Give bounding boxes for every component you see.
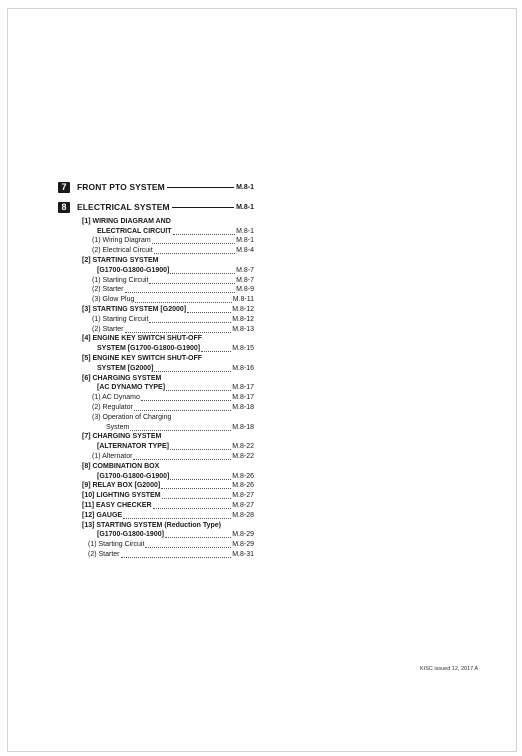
toc-entry-title: [G1700-G1800-G1900] bbox=[97, 472, 170, 480]
toc-page-ref: M.8-1 bbox=[236, 237, 254, 245]
toc-entry[interactable] bbox=[82, 392, 254, 402]
toc-entry[interactable] bbox=[82, 265, 254, 275]
toc-entry-title: [10] LIGHTING SYSTEM bbox=[82, 492, 161, 500]
toc-page-ref: M.8-7 bbox=[236, 276, 254, 284]
toc-entry[interactable] bbox=[82, 343, 254, 353]
toc-entry[interactable] bbox=[82, 412, 254, 422]
toc-entry[interactable] bbox=[82, 324, 254, 334]
toc-page-ref: M.8-18 bbox=[232, 403, 254, 411]
dot-leader bbox=[170, 273, 235, 274]
toc-entry-title: [7] CHARGING SYSTEM bbox=[82, 433, 162, 441]
toc-entry[interactable] bbox=[82, 353, 254, 363]
toc-entry-title: SYSTEM [G2000] bbox=[97, 364, 154, 372]
toc-entry-title: [12] GAUGE bbox=[82, 511, 123, 519]
toc-entry[interactable] bbox=[82, 490, 254, 500]
dot-leader bbox=[170, 449, 231, 450]
toc-entry-title: [G1700-G1800-1900] bbox=[97, 531, 164, 539]
toc-entry-title: (1) AC Dynamo bbox=[92, 394, 140, 402]
toc-entry-title: [13] STARTING SYSTEM (Reduction Type) bbox=[82, 521, 221, 529]
toc-entry[interactable] bbox=[82, 383, 254, 393]
section-title: FRONT PTO SYSTEM bbox=[77, 182, 165, 192]
toc-entry[interactable] bbox=[82, 549, 254, 559]
toc-page-ref: M.8-17 bbox=[232, 394, 254, 402]
dot-leader bbox=[201, 351, 231, 352]
toc-page-ref: M.8-29 bbox=[232, 531, 254, 539]
toc-page-ref: M.8-1 bbox=[236, 227, 254, 235]
dot-leader bbox=[149, 283, 235, 284]
toc-entry[interactable] bbox=[82, 236, 254, 246]
toc-entry-title: (2) Starter bbox=[88, 550, 120, 558]
toc-entry-title: (1) Starting Circuit bbox=[92, 315, 149, 323]
toc-entry[interactable] bbox=[82, 314, 254, 324]
toc-entry[interactable] bbox=[82, 500, 254, 510]
toc-entry[interactable] bbox=[82, 471, 254, 481]
toc-entry-title: [AC DYNAMO TYPE] bbox=[97, 384, 166, 392]
toc-page-ref: M.8-22 bbox=[232, 452, 254, 460]
toc-entry-title: [11] EASY CHECKER bbox=[82, 501, 152, 509]
toc-entry[interactable] bbox=[82, 441, 254, 451]
dot-leader bbox=[154, 371, 231, 372]
toc-page-ref: M.8-9 bbox=[236, 286, 254, 294]
toc-page-ref: M.8-7 bbox=[236, 266, 254, 274]
toc-page-ref: M.8-12 bbox=[232, 315, 254, 323]
toc-entry[interactable] bbox=[82, 334, 254, 344]
toc-entry[interactable] bbox=[82, 402, 254, 412]
toc-entry[interactable] bbox=[82, 275, 254, 285]
toc-entry-title: [5] ENGINE KEY SWITCH SHUT-OFF bbox=[82, 354, 203, 362]
section-8-entry[interactable] bbox=[58, 201, 254, 213]
toc-entry-title: (2) Electrical Circuit bbox=[92, 247, 153, 255]
toc-entry-title: (1) Alternator bbox=[92, 452, 133, 460]
toc-page-ref: M.8-26 bbox=[232, 482, 254, 490]
dot-leader bbox=[145, 547, 231, 548]
toc-page-ref: M.8-22 bbox=[232, 443, 254, 451]
toc-entry[interactable] bbox=[82, 461, 254, 471]
dot-leader bbox=[141, 400, 231, 401]
leader-line bbox=[167, 187, 234, 188]
dot-leader bbox=[121, 557, 232, 558]
toc-entry-title: [6] CHARGING SYSTEM bbox=[82, 374, 162, 382]
toc-page-ref: M.8-4 bbox=[236, 247, 254, 255]
toc-entry-title: (3) Glow Plug bbox=[92, 296, 135, 304]
dot-leader bbox=[153, 508, 232, 509]
toc-entry-title: [ALTERNATOR TYPE] bbox=[97, 443, 169, 451]
toc-page-ref: M.8-11 bbox=[232, 296, 254, 304]
section-number-badge: 7 bbox=[58, 182, 70, 193]
toc-page-ref: M.8-29 bbox=[232, 541, 254, 549]
toc-entry[interactable] bbox=[82, 255, 254, 265]
toc-page-ref: M.8-31 bbox=[232, 550, 254, 558]
toc-entry-title: System bbox=[106, 423, 130, 431]
toc-entry-title: (2) Starter bbox=[92, 286, 124, 294]
toc-entry[interactable] bbox=[82, 304, 254, 314]
toc-entry-title: [1] WIRING DIAGRAM AND bbox=[82, 217, 171, 225]
dot-leader bbox=[161, 488, 231, 489]
toc-entry[interactable] bbox=[82, 530, 254, 540]
toc-entry[interactable] bbox=[82, 510, 254, 520]
dot-leader bbox=[152, 243, 235, 244]
dot-leader bbox=[133, 459, 231, 460]
toc-page-ref: M.8-17 bbox=[232, 384, 254, 392]
toc-entry[interactable] bbox=[82, 422, 254, 432]
dot-leader bbox=[170, 479, 231, 480]
toc-entry[interactable] bbox=[82, 539, 254, 549]
toc-page-ref: M.8-26 bbox=[232, 472, 254, 480]
section-title: ELECTRICAL SYSTEM bbox=[77, 202, 170, 212]
toc-entry-title: SYSTEM [G1700-G1800-G1900] bbox=[97, 345, 201, 353]
toc-entry-title: (1) Starting Circuit bbox=[88, 541, 145, 549]
toc-page-ref: M.8-28 bbox=[232, 511, 254, 519]
toc-entry[interactable] bbox=[82, 451, 254, 461]
toc-entry-title: (1) Wiring Diagram bbox=[92, 237, 151, 245]
toc-entry-title: (2) Starter bbox=[92, 325, 124, 333]
dot-leader bbox=[166, 390, 231, 391]
dot-leader bbox=[134, 410, 231, 411]
section-page-ref: M.8-1 bbox=[236, 203, 254, 211]
toc-entry-title: [G1700-G1800-G1900] bbox=[97, 266, 170, 274]
toc-entry-title: (2) Regulator bbox=[92, 403, 133, 411]
toc-entry[interactable] bbox=[82, 481, 254, 491]
toc-entry-title: ELECTRICAL CIRCUIT bbox=[97, 227, 172, 235]
dot-leader bbox=[123, 518, 231, 519]
dot-leader bbox=[149, 322, 231, 323]
toc-entry[interactable] bbox=[82, 226, 254, 236]
toc-page-ref: M.8-13 bbox=[232, 325, 254, 333]
dot-leader bbox=[125, 332, 232, 333]
toc-entry[interactable] bbox=[82, 294, 254, 304]
toc-entry[interactable] bbox=[82, 285, 254, 295]
section-7-entry[interactable] bbox=[58, 181, 254, 193]
dot-leader bbox=[125, 292, 236, 293]
section-page-ref: M.8-1 bbox=[236, 183, 254, 191]
toc-entry-title: [2] STARTING SYSTEM bbox=[82, 256, 159, 264]
toc-entry-title: [9] RELAY BOX [G2000] bbox=[82, 482, 161, 490]
section-number-badge: 8 bbox=[58, 202, 70, 213]
toc-entry-title: [4] ENGINE KEY SWITCH SHUT-OFF bbox=[82, 335, 203, 343]
toc-page-ref: M.8-27 bbox=[232, 492, 254, 500]
toc-entry-title: [8] COMBINATION BOX bbox=[82, 462, 160, 470]
toc-entry[interactable] bbox=[82, 432, 254, 442]
dot-leader bbox=[173, 234, 236, 235]
toc-entry-title: [3] STARTING SYSTEM [G2000] bbox=[82, 305, 187, 313]
toc-entry[interactable] bbox=[82, 520, 254, 530]
toc-page-ref: M.8-27 bbox=[232, 501, 254, 509]
toc-entry-title: (1) Starting Circuit bbox=[92, 276, 149, 284]
dot-leader bbox=[154, 253, 235, 254]
table-of-contents bbox=[82, 216, 254, 559]
dot-leader bbox=[187, 312, 231, 313]
toc-page-ref: M.8-18 bbox=[232, 423, 254, 431]
toc-page-ref: M.8-12 bbox=[232, 305, 254, 313]
toc-page-ref: M.8-15 bbox=[232, 345, 254, 353]
toc-entry[interactable] bbox=[82, 363, 254, 373]
toc-entry[interactable] bbox=[82, 245, 254, 255]
toc-page-ref: M.8-16 bbox=[232, 364, 254, 372]
toc-entry-title: (3) Operation of Charging bbox=[92, 413, 172, 421]
dot-leader bbox=[162, 498, 232, 499]
leader-line bbox=[172, 207, 234, 208]
issue-footer: KISC issued 12, 2017 A bbox=[420, 666, 479, 672]
dot-leader bbox=[130, 430, 231, 431]
dot-leader bbox=[165, 537, 231, 538]
toc-entry[interactable] bbox=[82, 373, 254, 383]
toc-entry[interactable] bbox=[82, 216, 254, 226]
dot-leader bbox=[135, 302, 231, 303]
